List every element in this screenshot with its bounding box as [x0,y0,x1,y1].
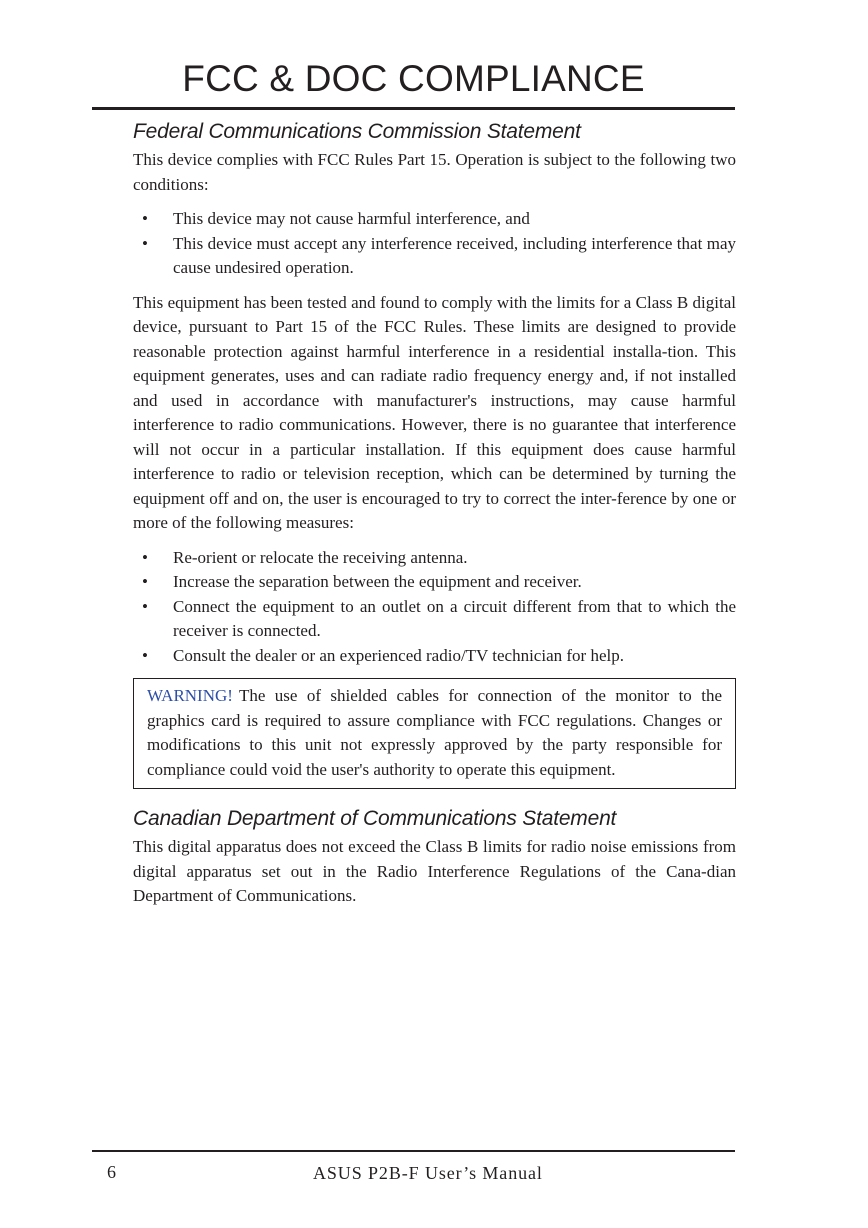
bullet-icon: • [142,547,148,567]
list-item-text: Re-orient or relocate the receiving antenna. [173,547,468,567]
page-content [133,118,736,909]
footer-divider [92,1150,735,1152]
list-item-text: Consult the dealer or an experienced radio/TV technician for help. [173,645,624,665]
warning-box [133,678,736,789]
list-item-text: Connect the equipment to an outlet on a circuit different from that to which the receiver is connected. [173,596,736,640]
list-item-text: This device may not cause harmful interference, and [173,209,530,228]
title-divider [92,107,735,110]
bullet-icon: • [142,645,148,665]
bullet-icon: • [142,572,148,591]
fcc-conditions-list [133,207,736,281]
page-number: 6 [107,1162,116,1182]
fcc-compliance-paragraph: This equipment has been tested and found to comply with the limits for a Class B digital device, pursuant to Part 15 of the FCC Rules. These limits are designed to provide reasonable protection against harmful interference in a residential installa-tion. This equipment generates, uses and can radiate radio frequency energy and, if not installed and used in accordance with manufacturer's instructions, may cause harmful interference to radio communications. However, there is no guarantee that interference will not occur in a particular installation. If this equipment does cause harmful interference to radio or television reception, which can be determined by turning the equipment off and on, the user is encouraged to try to correct the inter-ference by one or more of the following measures: [133,292,736,532]
fcc-statement-heading: Federal Communications Commission Statement [133,120,581,143]
doc-statement-paragraph: This digital apparatus does not exceed the Class B limits for radio noise emissions from digital apparatus set out in the Radio Interference Regulations of the Cana-dian Department of Communications. [133,837,736,905]
list-item [133,570,736,595]
list-item-text: Increase the separation between the equipment and receiver. [173,572,582,591]
list-item [133,546,736,571]
warning-text: The use of shielded cables for connection of the monitor to the graphics card is required to assure compliance with FCC regulations. Changes or modifications to this unit not expressly approved by the party responsible for compliance could void the user's authority to operate this equipment. [147,686,722,779]
footer-manual-title: ASUS P2B-F User’s Manual [313,1163,543,1183]
bullet-icon: • [142,596,148,616]
fcc-intro-text: This device complies with FCC Rules Part 15. Operation is subject to the following two conditions: [133,150,736,194]
bullet-icon: • [142,209,148,228]
bullet-icon: • [142,233,148,253]
doc-statement-heading: Canadian Department of Communications Statement [133,807,617,830]
fcc-measures-list [133,546,736,669]
list-item [133,232,736,281]
warning-label: WARNING! [147,686,233,705]
page-title: FCC & DOC COMPLIANCE [182,58,645,99]
list-item-text: This device must accept any interference received, including interference that may cause undesired operation. [173,233,736,277]
list-item [133,595,736,644]
list-item [133,644,736,669]
list-item [133,207,736,232]
